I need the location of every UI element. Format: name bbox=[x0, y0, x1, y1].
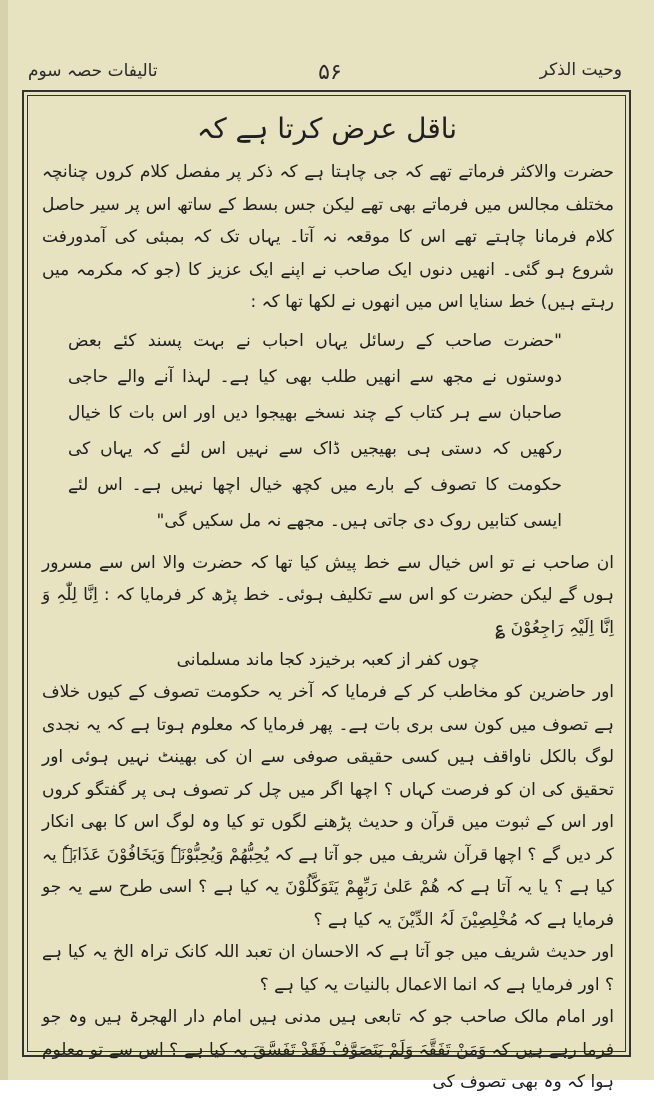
section-heading: ناقل عرض کرتا ہے کہ bbox=[196, 112, 458, 145]
page-number: ۵۶ bbox=[318, 60, 342, 85]
header-chapter-title: وحیت الذکر bbox=[539, 60, 622, 80]
page-binding-edge bbox=[0, 0, 8, 1080]
paragraph-intro: حضرت والاکثر فرماتے تھے کہ جی چاہتا ہے کہ ذکر پر مفصل کلام کروں چنانچہ مختلف مجالس میں فرماتے بھی تھے لیکن جس بسط کے ساتھ اس پر سیر حاصل کلام فرمانا چاہتے تھے اس کا موقعہ نہ آتا۔ یہاں تک کہ بمبئی کی آمدورفت شروع ہو گئی۔ انھیں دنوں ایک صاحب نے اپنے ایک عزیز کا (جو کہ مکرمہ میں رہتے ہیں) خط سنایا اس میں انھوں نے لکھا تھا کہ : bbox=[42, 162, 614, 312]
persian-verse: چوں کفر از کعبہ برخیزد کجا ماند مسلمانی bbox=[176, 650, 480, 670]
paragraph-reaction: ان صاحب نے تو اس خیال سے خط پیش کیا تھا کہ حضرت والا اس سے مسرور ہوں گے لیکن حضرت کو اس سے تکلیف ہوئی۔ خط پڑھ کر فرمایا کہ : اِنَّا لِلّٰہِ وَ اِنَّا اِلَیْہِ رَاجِعُوْنَ ؏ bbox=[42, 552, 614, 638]
paragraph-hadith-evidence: اور حدیث شریف میں جو آتا ہے کہ الاحسان ان تعبد اللہ کانک تراہ الخ یہ کیا ہے ؟ اور فرمایا ہے کہ انما الاعمال بالنیات یہ کیا ہے ؟ bbox=[42, 942, 614, 995]
running-header bbox=[20, 60, 632, 90]
paragraph-quran-evidence: اور حاضرین کو مخاطب کر کے فرمایا کہ آخر یہ حکومت تصوف کے کیوں خلاف ہے تصوف میں کون سی بری بات ہے۔ پھر فرمایا کہ معلوم ہوتا ہے کہ یہ نجدی لوگ بالکل ناواقف ہیں کسی حقیقی صوفی سے ان کی بھینٹ نہیں ہوئی اور تحقیق کی ان کو فرصت کہاں ؟ اچھا اگر میں چل کر تصوف ہی پر گفتگو کروں اور اس کے ثبوت میں قرآن و حدیث پڑھنے لگوں تو کیا وہ لوگ اس کا بھی انکار کر دیں گے ؟ اچھا قرآن شریف میں جو آتا ہے کہ یُحِبُّھُمْ وَیُحِبُّوْنَہٗ وَیَخَافُوْنَ عَذَابَہٗ یہ کیا ہے ؟ یا یہ آتا ہے کہ ھُمْ عَلیٰ رَبِّھِمْ یَتَوَکَّلُوْنَ یہ کیا ہے ؟ اسی طرح سے یہ جو فرمایا ہے کہ مُخْلِصِیْنَ لَہُ الدِّیْنَ یہ کیا ہے ؟ bbox=[42, 682, 614, 930]
page-body bbox=[42, 156, 614, 1099]
header-book-title: تالیفات حصہ سوم bbox=[28, 61, 158, 81]
quoted-letter: "حضرت صاحب کے رسائل یہاں احباب نے بہت پسند کئے بعض دوستوں نے مجھ سے انھیں طلب بھی کیا ہے۔ لہذا آنے والے حاجی صاحبان سے ہر کتاب کے چند نسخے بھیجوا دیں اور اس بات کا خیال رکھیں کہ دستی ہی بھیجیں ڈاک سے نہیں اس لئے کہ یہاں کی حکومت کا تصوف کے بارے میں کچھ خیال اچھا نہیں ہے۔ اس لئے ایسی کتابیں روک دی جاتی ہیں۔ مجھے نہ مل سکیں گی" bbox=[68, 330, 562, 531]
paragraph-imam-malik: اور امام مالک صاحب جو کہ تابعی ہیں مدنی ہیں امام دار الھجرۃ ہیں وہ جو فرما رہے ہیں کہ وَمَنْ تَفَقَّہَ وَلَمْ یَتَصَوَّفْ فَقَدْ تَفَسَّقَ یہ کیا ہے ؟ اس سے تو معلوم ہوا کہ وہ بھی تصوف کی bbox=[42, 1007, 614, 1092]
